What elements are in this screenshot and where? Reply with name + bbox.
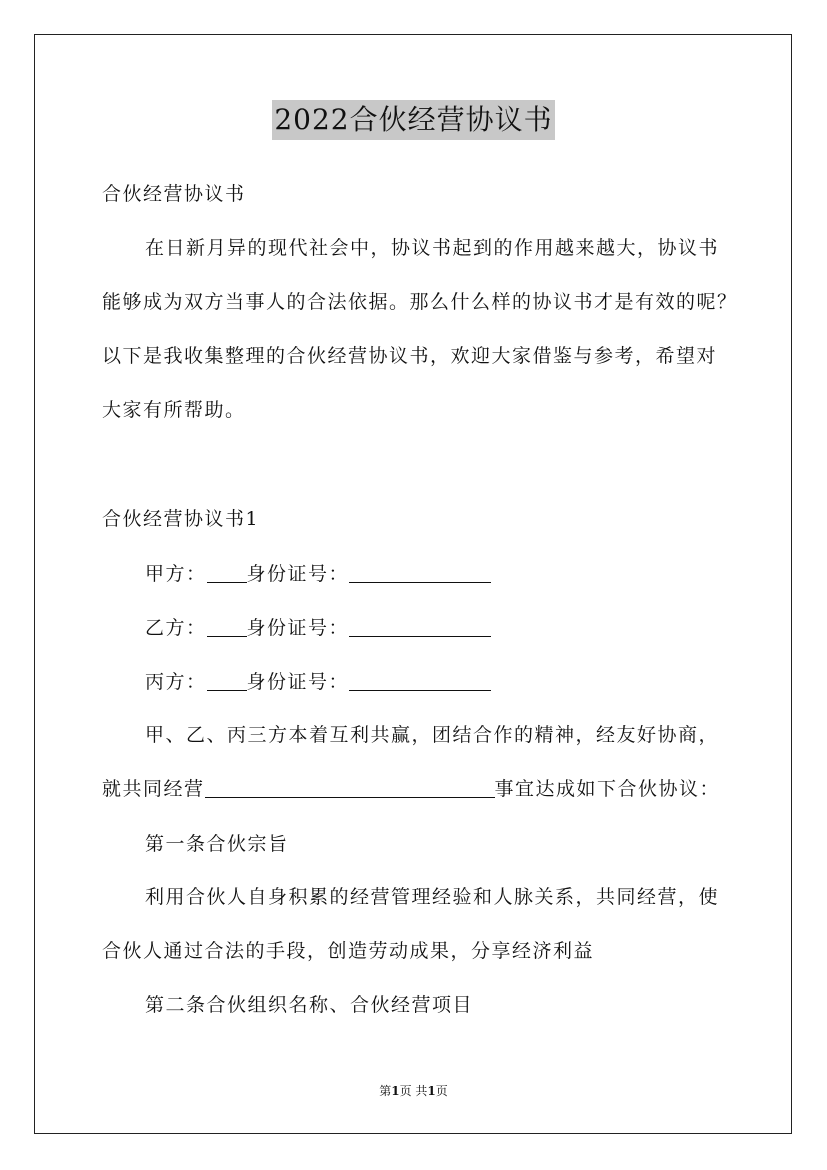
business-blank — [205, 779, 495, 798]
party-b-id-blank — [349, 618, 491, 637]
party-b-label: 乙方： — [145, 617, 207, 639]
footer-page-number: 1 — [391, 1084, 400, 1098]
party-a-line — [145, 561, 491, 587]
party-c-line — [145, 669, 491, 695]
footer-total-suffix: 页 — [435, 1084, 448, 1098]
party-c-id-label: 身份证号： — [246, 671, 350, 693]
party-a-id-label: 身份证号： — [246, 563, 350, 585]
section-title: 合伙经营协议书1 — [102, 508, 260, 530]
party-a-id-blank — [349, 564, 491, 583]
party-b-line — [145, 615, 491, 641]
document-title: 2022合伙经营协议书 — [272, 100, 554, 140]
footer-page-prefix: 第 — [379, 1084, 392, 1098]
document-heading: 合伙经营协议书 — [102, 183, 246, 205]
agreement-line-1: 甲、乙、丙三方本着互利共赢，团结合作的精神，经友好协商， — [145, 724, 720, 746]
agreement-line-2-end: 事宜达成如下合伙协议： — [494, 778, 721, 800]
party-c-id-blank — [349, 672, 491, 691]
footer-total-number: 1 — [427, 1084, 436, 1098]
intro-line-2: 能够成为双方当事人的合法依据。那么什么样的协议书才是有效的呢？ — [102, 291, 738, 313]
footer-page-suffix: 页 — [399, 1084, 412, 1098]
intro-line-4: 大家有所帮助。 — [102, 399, 246, 421]
title-container — [0, 100, 827, 140]
party-b-name-blank — [207, 618, 247, 637]
article-1-title: 第一条合伙宗旨 — [145, 833, 289, 855]
article-1-text-2: 合伙人通过合法的手段，创造劳动成果，分享经济利益 — [102, 940, 595, 962]
page-footer — [0, 1083, 827, 1099]
party-a-name-blank — [207, 564, 247, 583]
party-c-name-blank — [207, 672, 247, 691]
party-b-id-label: 身份证号： — [246, 617, 350, 639]
article-2-title: 第二条合伙组织名称、合伙经营项目 — [145, 994, 474, 1016]
footer-total-prefix: 共 — [415, 1084, 428, 1098]
intro-line-3: 以下是我收集整理的合伙经营协议书，欢迎大家借鉴与参考，希望对 — [102, 345, 718, 367]
agreement-line-2-start: 就共同经营 — [102, 778, 205, 800]
article-1-text-1: 利用合伙人自身积累的经营管理经验和人脉关系，共同经营，使 — [145, 886, 720, 908]
agreement-line-2 — [102, 776, 720, 802]
intro-line-1: 在日新月异的现代社会中，协议书起到的作用越来越大，协议书 — [145, 237, 720, 259]
party-a-label: 甲方： — [145, 563, 207, 585]
party-c-label: 丙方： — [145, 671, 207, 693]
